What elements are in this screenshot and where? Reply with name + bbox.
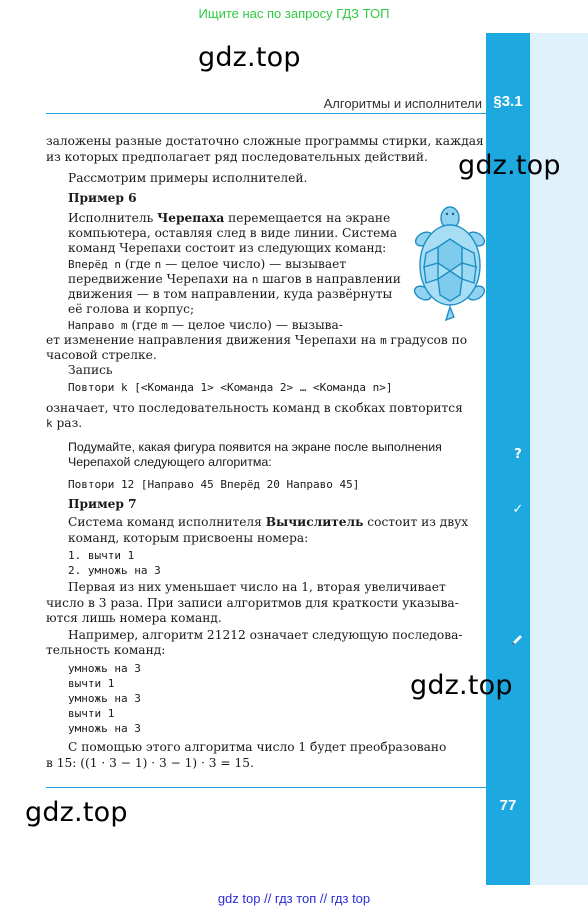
- body-line: Первая из них уменьшает число на 1, вторая увеличивает: [68, 580, 446, 594]
- watermark: gdz.top: [458, 150, 561, 181]
- question-line: Подумайте, какая фигура появится на экране после выполнения: [68, 440, 442, 454]
- question-line: Черепахой следующего алгоритма:: [68, 455, 272, 469]
- body-line: команд Черепахи состоит из следующих команд:: [68, 241, 387, 255]
- watermark: gdz.top: [25, 797, 128, 828]
- body-line: тельность команд:: [46, 643, 166, 657]
- header-title: Алгоритмы и исполнители: [323, 96, 482, 111]
- code-line: умножь на 3: [68, 722, 141, 735]
- check-icon: ✓: [508, 500, 528, 520]
- body-line: Запись: [68, 363, 113, 377]
- header-divider: [46, 113, 486, 114]
- body-line: k раз.: [46, 416, 83, 430]
- code-line: вычти 1: [68, 677, 115, 690]
- code-line: 2. умножь на 3: [68, 564, 161, 577]
- code-line: вычти 1: [68, 707, 115, 720]
- pencil-icon: [508, 631, 526, 649]
- bottom-banner[interactable]: gdz top // гдз топ // гдз top: [217, 891, 371, 906]
- watermark: gdz.top: [410, 670, 513, 701]
- code-line: 1. вычти 1: [68, 549, 135, 562]
- body-line: Вперёд n (где n — целое число) — вызывает: [68, 257, 347, 271]
- watermark: gdz.top: [198, 42, 301, 73]
- body-line: команд, которым присвоены номера:: [68, 531, 309, 545]
- body-line: Система команд исполнителя Вычислитель состоит из двух: [68, 515, 469, 529]
- example-6-heading: Пример 6: [68, 191, 137, 205]
- code-line: умножь на 3: [68, 662, 141, 675]
- turtle-illustration: [410, 205, 486, 323]
- body-line: число в 3 раза. При записи алгоритмов для краткости указыва-: [46, 596, 459, 610]
- footer-divider: [46, 787, 486, 788]
- body-line: в 15: ((1 · 3 − 1) · 3 − 1) · 3 = 15.: [46, 756, 254, 770]
- section-number: §3.1: [493, 93, 523, 110]
- body-line: передвижение Черепахи на n шагов в направлении: [68, 272, 401, 286]
- body-line: означает, что последовательность команд в скобках повторится: [46, 401, 463, 415]
- body-line: Исполнитель Черепаха перемещается на экране: [68, 211, 391, 225]
- body-line: компьютера, оставляя след в виде линии. Система: [68, 226, 398, 240]
- code-line: Повтори 12 [Направо 45 Вперёд 20 Направо 45]: [68, 478, 360, 491]
- body-line: Направо m (где m — целое число) — вызыва-: [68, 318, 343, 332]
- code-line: умножь на 3: [68, 692, 141, 705]
- code-line: Повтори k [<Команда 1> <Команда 2> … <Команда n>]: [68, 381, 393, 394]
- top-banner[interactable]: Ищите нас по запросу ГДЗ ТОП: [198, 6, 390, 21]
- question-icon: ?: [508, 445, 528, 465]
- body-line: из которых предполагает ряд последовательных действий.: [46, 150, 428, 164]
- body-line: Рассмотрим примеры исполнителей.: [68, 171, 308, 185]
- body-line: Например, алгоритм 21212 означает следующую последова-: [68, 628, 463, 642]
- body-line: ет изменение направления движения Черепахи на m градусов по: [46, 333, 468, 347]
- body-line: часовой стрелке.: [46, 348, 157, 362]
- body-line: заложены разные достаточно сложные программы стирки, каждая: [46, 134, 484, 148]
- body-line: её голова и корпус;: [68, 302, 195, 316]
- body-line: ются лишь номера команд.: [46, 611, 222, 625]
- example-7-heading: Пример 7: [68, 497, 137, 511]
- page-number: 77: [499, 797, 517, 814]
- body-line: движения — в том направлении, куда развёрнуты: [68, 287, 393, 301]
- body-line: С помощью этого алгоритма число 1 будет преобразовано: [68, 740, 447, 754]
